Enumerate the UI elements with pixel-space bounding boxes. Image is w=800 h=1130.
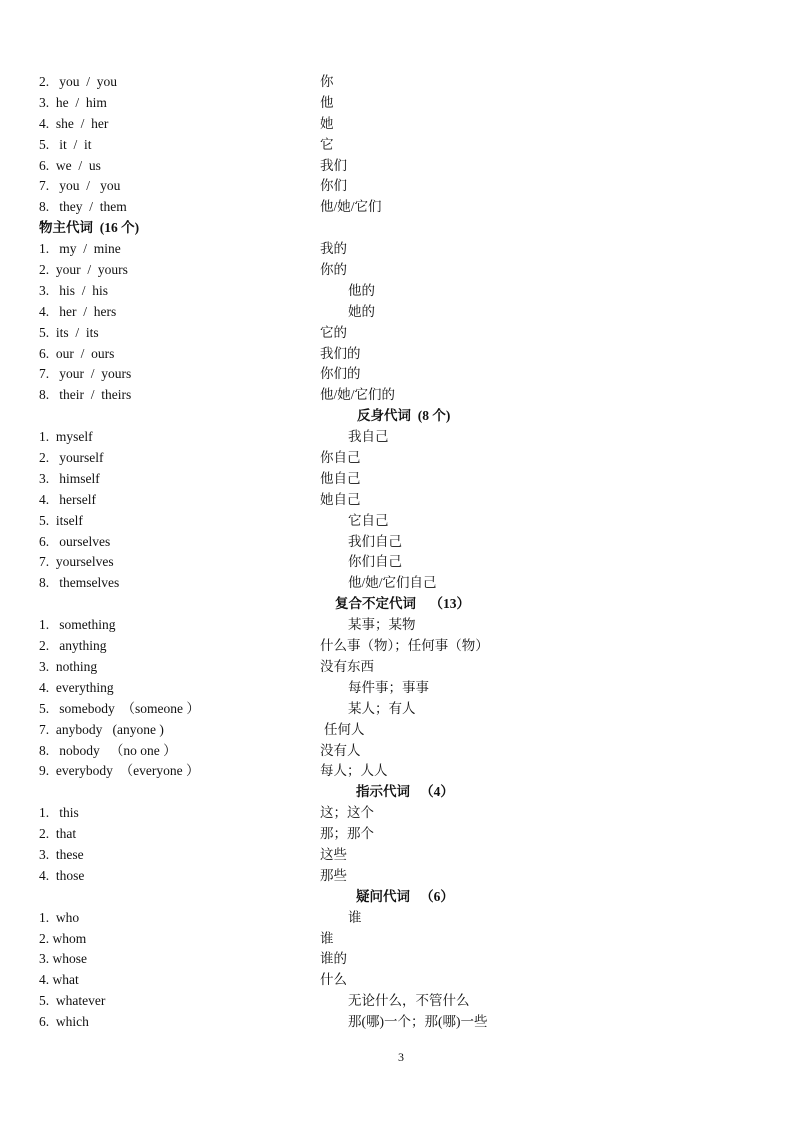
list-item <box>0 281 800 302</box>
chinese-meaning: 这些 <box>320 846 347 862</box>
chinese-meaning: 谁 <box>320 930 334 946</box>
chinese-meaning: 无论什么，不管什么 <box>348 993 470 1009</box>
chinese-meaning: 任何人 <box>324 721 365 737</box>
list-item <box>0 741 800 762</box>
chinese-meaning: 你们 <box>320 178 347 194</box>
english-term: 1. myself <box>39 429 93 445</box>
list-item <box>0 511 800 532</box>
list-item <box>0 991 800 1012</box>
chinese-meaning: 谁 <box>348 909 362 925</box>
chinese-meaning: 他/她/它们自己 <box>348 575 437 591</box>
english-term: 5. whatever <box>39 993 106 1009</box>
english-term: 1. something <box>39 617 116 633</box>
chinese-meaning: 她的 <box>348 303 375 319</box>
list-item <box>0 615 800 636</box>
english-term: 1. my / mine <box>39 241 121 257</box>
chinese-meaning: 他自己 <box>320 470 361 486</box>
english-term: 3. himself <box>39 470 100 486</box>
chinese-meaning: 他的 <box>348 282 375 298</box>
chinese-meaning: 你 <box>320 74 334 89</box>
chinese-meaning: 什么事（物）；任何事（物） <box>320 638 489 654</box>
chinese-meaning: 它自己 <box>348 512 389 528</box>
english-term: 6. which <box>39 1014 89 1030</box>
list-item <box>0 657 800 678</box>
list-item <box>0 636 800 657</box>
english-term: 1. this <box>39 805 79 821</box>
english-term: 5. itself <box>39 512 83 528</box>
english-term: 7. yourselves <box>39 554 114 570</box>
list-item <box>0 929 800 950</box>
chinese-meaning: 她 <box>320 115 334 131</box>
chinese-meaning: 你们自己 <box>348 554 402 570</box>
list-item <box>0 469 800 490</box>
list-item <box>0 761 800 782</box>
chinese-meaning: 那些 <box>320 867 347 883</box>
english-term: 5. its / its <box>39 324 99 340</box>
english-term: 9. everybody （everyone ） <box>39 763 200 779</box>
list-item <box>0 908 800 929</box>
chinese-meaning: 某人；有人 <box>348 700 416 716</box>
english-term: 4. everything <box>39 679 114 695</box>
list-item <box>0 323 800 344</box>
pronoun-list <box>0 72 800 1033</box>
section-heading: 物主代词 (16 个) <box>39 220 140 236</box>
list-item <box>0 866 800 887</box>
chinese-meaning: 你自己 <box>320 450 361 466</box>
list-item <box>0 552 800 573</box>
section-heading-row <box>0 887 800 908</box>
chinese-meaning: 这；这个 <box>320 805 374 821</box>
list-item <box>0 156 800 177</box>
list-item <box>0 114 800 135</box>
english-term: 3. these <box>39 846 84 862</box>
english-term: 4. her / hers <box>39 303 117 319</box>
chinese-meaning: 谁的 <box>320 951 347 967</box>
english-term: 2. yourself <box>39 450 104 466</box>
chinese-meaning: 你们的 <box>320 366 361 382</box>
list-item <box>0 239 800 260</box>
list-item <box>0 845 800 866</box>
list-item <box>0 824 800 845</box>
chinese-meaning: 每人；人人 <box>320 763 388 779</box>
chinese-meaning: 她自己 <box>320 491 361 507</box>
english-term: 7. anybody (anyone ) <box>39 721 164 737</box>
list-item <box>0 490 800 511</box>
english-term: 4. she / her <box>39 115 109 131</box>
chinese-meaning: 什么 <box>320 972 347 988</box>
section-heading: 疑问代词 （6） <box>356 888 454 904</box>
english-term: 1. who <box>39 909 80 925</box>
section-heading-row <box>0 406 800 427</box>
english-term: 6. we / us <box>39 157 101 173</box>
english-term: 4. herself <box>39 491 96 507</box>
list-item <box>0 970 800 991</box>
english-term: 4. those <box>39 867 85 883</box>
chinese-meaning: 我的 <box>320 241 347 257</box>
list-item <box>0 385 800 406</box>
chinese-meaning: 没有人 <box>320 742 361 758</box>
page-number: 3 <box>398 1050 404 1064</box>
section-heading: 指示代词 （4） <box>356 784 454 800</box>
english-term: 5. somebody （someone ） <box>39 700 200 716</box>
chinese-meaning: 我自己 <box>348 429 389 445</box>
english-term: 2. your / yours <box>39 262 128 278</box>
english-term: 8. their / theirs <box>39 387 132 403</box>
english-term: 4. what <box>39 972 79 988</box>
english-term: 6. our / ours <box>39 345 115 361</box>
chinese-meaning: 它 <box>320 136 334 152</box>
chinese-meaning: 每件事；事事 <box>348 679 429 695</box>
english-term: 2. whom <box>39 930 87 946</box>
list-item <box>0 197 800 218</box>
chinese-meaning: 那(哪)一个；那(哪)一些 <box>348 1014 488 1030</box>
english-term: 5. it / it <box>39 136 92 152</box>
list-item <box>0 93 800 114</box>
chinese-meaning: 我们 <box>320 157 347 173</box>
chinese-meaning: 我们的 <box>320 345 361 361</box>
chinese-meaning: 他/她/它们的 <box>320 387 396 403</box>
list-item <box>0 344 800 365</box>
list-item <box>0 803 800 824</box>
section-heading-row <box>0 218 800 239</box>
list-item <box>0 532 800 553</box>
english-term: 2. you / you <box>39 74 118 89</box>
list-item <box>0 720 800 741</box>
list-item <box>0 448 800 469</box>
english-term: 8. themselves <box>39 575 120 591</box>
chinese-meaning: 那；那个 <box>320 826 374 842</box>
chinese-meaning: 他 <box>320 94 334 110</box>
section-heading: 复合不定代词 （13） <box>335 596 470 612</box>
list-item <box>0 135 800 156</box>
english-term: 7. your / yours <box>39 366 132 382</box>
list-item <box>0 573 800 594</box>
english-term: 6. ourselves <box>39 533 111 549</box>
english-term: 3. whose <box>39 951 87 967</box>
list-item <box>0 364 800 385</box>
english-term: 7. you / you <box>39 178 121 194</box>
english-term: 8. they / them <box>39 199 127 215</box>
chinese-meaning: 没有东西 <box>320 658 374 674</box>
section-heading-row <box>0 594 800 615</box>
list-item <box>0 1012 800 1033</box>
chinese-meaning: 他/她/它们 <box>320 199 382 215</box>
section-heading-row <box>0 782 800 803</box>
list-item <box>0 427 800 448</box>
english-term: 8. nobody （no one ） <box>39 742 177 758</box>
list-item <box>0 949 800 970</box>
chinese-meaning: 它的 <box>320 324 347 340</box>
english-term: 3. his / his <box>39 282 109 298</box>
chinese-meaning: 你的 <box>320 262 347 278</box>
english-term: 3. he / him <box>39 94 107 110</box>
list-item <box>0 260 800 281</box>
english-term: 2. that <box>39 826 77 842</box>
list-item <box>0 699 800 720</box>
list-item <box>0 678 800 699</box>
list-item <box>0 176 800 197</box>
section-heading: 反身代词 (8 个) <box>357 408 451 424</box>
english-term: 3. nothing <box>39 658 98 674</box>
english-term: 2. anything <box>39 638 107 654</box>
list-item <box>0 72 800 93</box>
list-item <box>0 302 800 323</box>
chinese-meaning: 我们自己 <box>348 533 402 549</box>
chinese-meaning: 某事；某物 <box>348 617 416 633</box>
